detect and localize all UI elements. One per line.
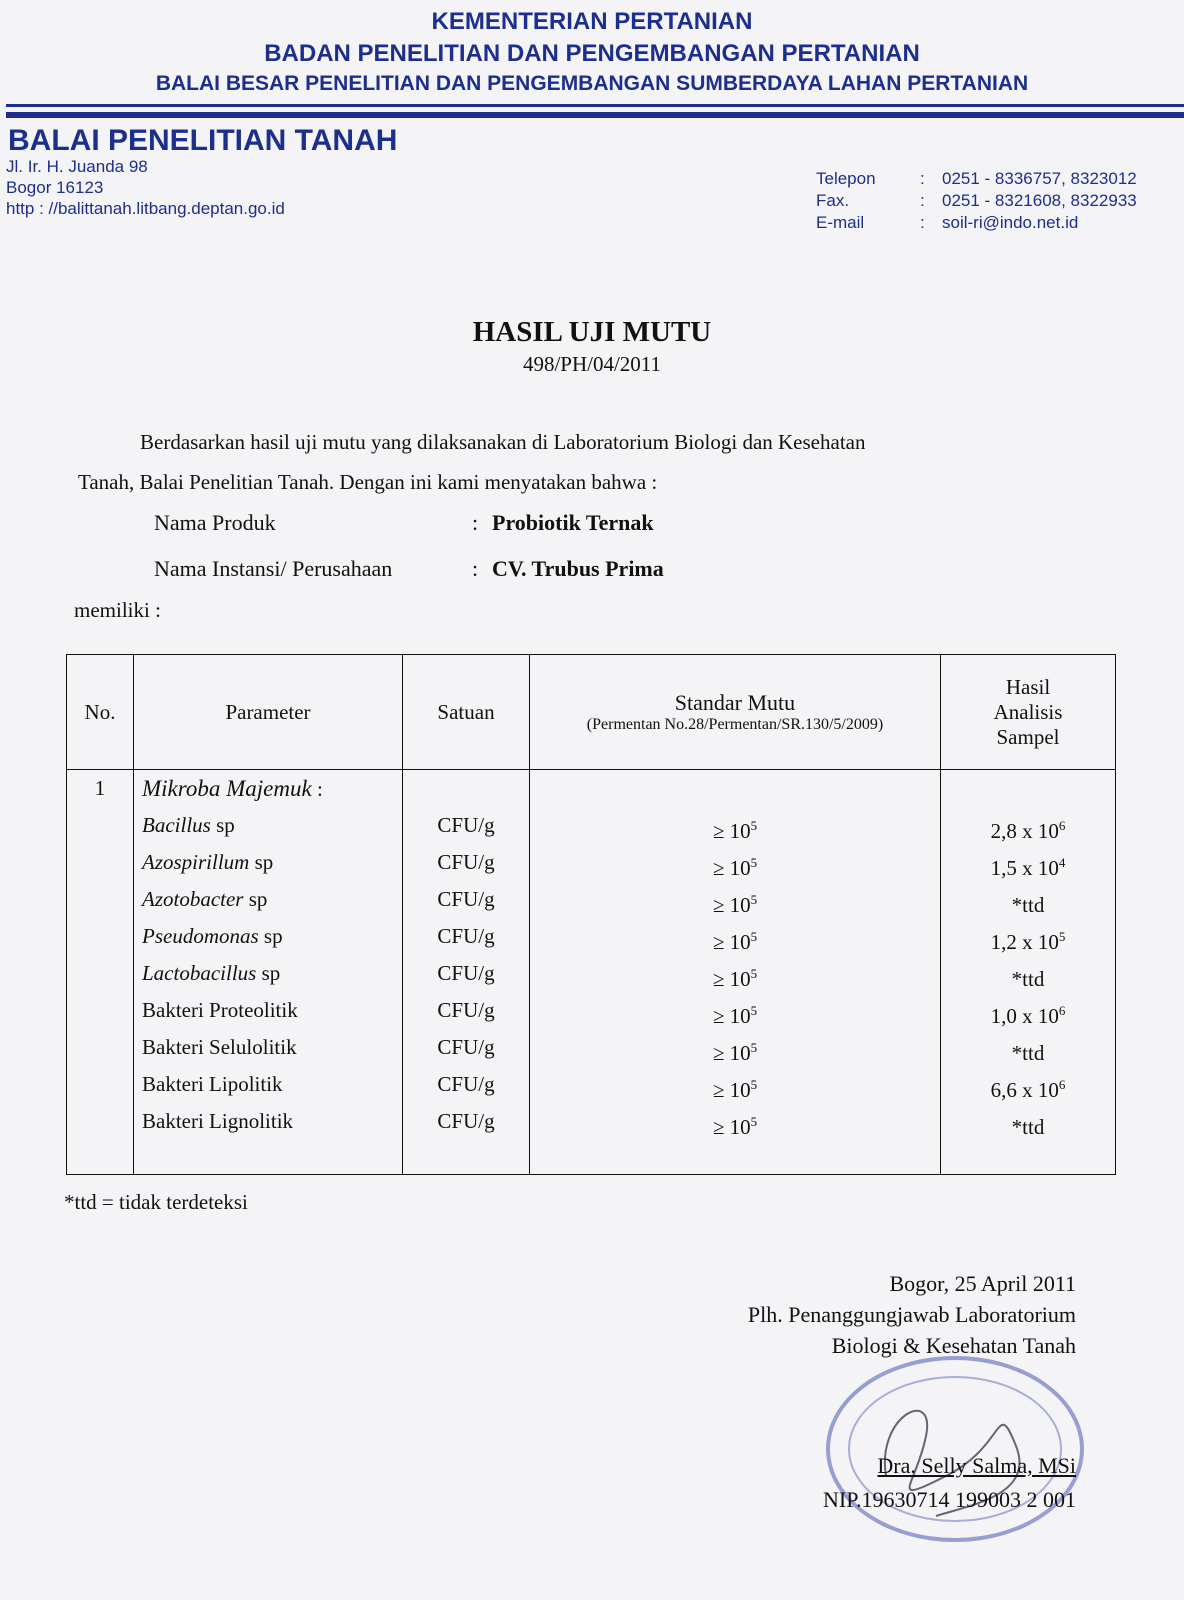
- group-title: [142, 770, 402, 807]
- result-base: *ttd: [1011, 967, 1045, 991]
- standard-value: [530, 1066, 940, 1103]
- table-row: [67, 770, 1116, 1175]
- header-rule-top: [6, 104, 1184, 107]
- standard-base: ≥ 10: [712, 1115, 751, 1139]
- contact-separator: :: [920, 169, 925, 188]
- result-value: [941, 844, 1115, 881]
- contact-label: Fax.: [816, 191, 850, 210]
- signatory-nip: NIP.19630714 199003 2 001: [822, 1487, 1076, 1512]
- signatory-role: Plh. Penanggungjawab Laboratorium: [747, 1302, 1076, 1327]
- result-base: 6,6 x 10: [990, 1078, 1059, 1102]
- unit-value: CFU/g: [437, 1035, 495, 1059]
- field-value: CV. Trubus Prima: [492, 556, 664, 581]
- result-exponent: 6: [1058, 1003, 1066, 1018]
- contact-value[interactable]: soil-ri@indo.net.id: [942, 213, 1079, 232]
- spacer: [530, 770, 940, 807]
- field-separator: :: [472, 510, 479, 535]
- standard-value: [530, 955, 940, 992]
- standard-value: [530, 1103, 940, 1140]
- standard-value: [530, 1029, 940, 1066]
- document-title: HASIL UJI MUTU: [472, 316, 712, 348]
- group-name: Mikroba Majemuk: [142, 776, 312, 801]
- standard-exponent: 5: [750, 855, 758, 870]
- param-item: [142, 1103, 402, 1140]
- header-standard-ref: (Permentan No.28/Permentan/SR.130/5/2009): [586, 716, 884, 733]
- result-value: [941, 1066, 1115, 1103]
- param-item: [142, 992, 402, 1029]
- param-item: [142, 918, 402, 955]
- unit-value: CFU/g: [437, 998, 495, 1022]
- center-name: BALAI BESAR PENELITIAN DAN PENGEMBANGAN SUMBERDAYA LAHAN PERTANIAN: [155, 72, 1029, 95]
- standard-exponent: 5: [750, 929, 758, 944]
- param-name: Azospirillum: [142, 850, 250, 874]
- intro-line-2: Tanah, Balai Penelitian Tanah. Dengan ini kami menyatakan bahwa :: [78, 470, 658, 494]
- header-result: [941, 655, 1116, 770]
- result-exponent: 5: [1058, 929, 1066, 944]
- signatory-name: Dra. Selly Salma, MSi: [877, 1453, 1076, 1478]
- unit-value: CFU/g: [437, 813, 495, 837]
- signature-block: [748, 1268, 1076, 1361]
- standard-base: ≥ 10: [712, 930, 751, 954]
- agency-name: BADAN PENELITIAN DAN PENGEMBANGAN PERTANIAN: [264, 40, 920, 67]
- standard-exponent: 5: [750, 1003, 758, 1018]
- contact-label: E-mail: [816, 213, 865, 232]
- field-company: [154, 556, 664, 582]
- param-item: [142, 1066, 402, 1103]
- result-base: 2,8 x 10: [990, 819, 1059, 843]
- param-name: Bakteri Lipolitik: [142, 1072, 283, 1096]
- website-link[interactable]: http : //balittanah.litbang.deptan.go.id: [6, 199, 285, 218]
- header-standard: [530, 655, 941, 770]
- param-name: Bakteri Selulolitik: [142, 1035, 297, 1059]
- param-name: Bakteri Proteolitik: [142, 998, 298, 1022]
- standard-base: ≥ 10: [712, 856, 751, 880]
- signatory-unit: Biologi & Kesehatan Tanah: [831, 1333, 1076, 1358]
- standard-base: ≥ 10: [712, 1041, 751, 1065]
- standard-exponent: 5: [750, 1114, 758, 1129]
- field-value: Probiotik Ternak: [492, 510, 654, 535]
- header-result-line: Analisis: [993, 699, 1063, 724]
- institution-name: BALAI PENELITIAN TANAH: [8, 124, 398, 157]
- param-name: Bakteri Lignolitik: [142, 1109, 294, 1133]
- contact-phone: [816, 168, 1137, 190]
- result-value: [941, 1103, 1115, 1140]
- results-table: [66, 654, 1116, 1175]
- spacer: [403, 770, 529, 807]
- standard-value: [530, 918, 940, 955]
- footnote: *ttd = tidak terdeteksi: [64, 1190, 248, 1214]
- cell-units: [403, 770, 530, 1175]
- cell-standards: [530, 770, 941, 1175]
- result-base: 1,5 x 10: [990, 856, 1059, 880]
- intro-line-1: Berdasarkan hasil uji mutu yang dilaksanakan di Laboratorium Biologi dan Kesehatan: [140, 430, 866, 454]
- contact-value: 0251 - 8321608, 8322933: [942, 191, 1137, 210]
- param-name: Bacillus: [142, 813, 211, 837]
- standard-base: ≥ 10: [712, 967, 751, 991]
- standard-exponent: 5: [750, 1040, 758, 1055]
- header-result-line: Sampel: [996, 724, 1060, 749]
- cell-parameters: [134, 770, 403, 1175]
- param-name: Lactobacillus: [142, 961, 257, 985]
- param-suffix: sp: [243, 887, 268, 911]
- contact-label: Telepon: [816, 169, 876, 188]
- group-number: 1: [94, 776, 106, 800]
- param-item: [142, 955, 402, 992]
- standard-value: [530, 807, 940, 844]
- contact-fax: [816, 190, 1137, 212]
- standard-exponent: 5: [750, 818, 758, 833]
- header-rule-bottom: [6, 112, 1184, 118]
- param-suffix: sp: [210, 813, 235, 837]
- result-value: [941, 992, 1115, 1029]
- standard-base: ≥ 10: [712, 893, 751, 917]
- contact-value: 0251 - 8336757, 8323012: [942, 169, 1137, 188]
- header-standard-title: Standar Mutu: [674, 690, 796, 715]
- contact-block: [816, 168, 1137, 234]
- address-city: Bogor 16123: [6, 178, 104, 197]
- field-label: Nama Produk: [154, 510, 276, 535]
- standard-exponent: 5: [750, 1077, 758, 1092]
- standard-exponent: 5: [750, 892, 758, 907]
- param-item: [142, 881, 402, 918]
- param-name: Pseudomonas: [142, 924, 259, 948]
- header-result-line: Hasil: [1005, 674, 1051, 699]
- standard-base: ≥ 10: [712, 1078, 751, 1102]
- ministry-name: KEMENTERIAN PERTANIAN: [431, 8, 753, 35]
- header-parameter: Parameter: [134, 655, 403, 770]
- result-value: [941, 881, 1115, 918]
- document-number: 498/PH/04/2011: [522, 352, 662, 376]
- result-value: [941, 955, 1115, 992]
- address-street: Jl. Ir. H. Juanda 98: [6, 157, 148, 176]
- unit-value: CFU/g: [437, 961, 495, 985]
- contact-separator: :: [920, 213, 925, 232]
- unit-value: CFU/g: [437, 1109, 495, 1133]
- cell-no: [67, 770, 134, 1175]
- standard-value: [530, 881, 940, 918]
- standard-value: [530, 844, 940, 881]
- unit-value: CFU/g: [437, 924, 495, 948]
- result-base: 1,2 x 10: [990, 930, 1059, 954]
- contact-email: [816, 212, 1137, 234]
- param-suffix: sp: [258, 924, 283, 948]
- param-item: [142, 844, 402, 881]
- result-exponent: 4: [1058, 855, 1066, 870]
- param-suffix: sp: [256, 961, 281, 985]
- result-value: [941, 807, 1115, 844]
- header-no: No.: [67, 655, 134, 770]
- table-header-row: [67, 655, 1116, 770]
- result-base: *ttd: [1011, 1041, 1045, 1065]
- result-value: [941, 918, 1115, 955]
- result-base: *ttd: [1011, 893, 1045, 917]
- unit-value: CFU/g: [437, 887, 495, 911]
- param-name: Azotobacter: [142, 887, 244, 911]
- param-suffix: sp: [249, 850, 274, 874]
- unit-value: CFU/g: [437, 1072, 495, 1096]
- header-unit: Satuan: [403, 655, 530, 770]
- memiliki-label: memiliki :: [74, 598, 161, 622]
- address-block: [6, 156, 285, 219]
- param-item: [142, 1029, 402, 1066]
- field-separator: :: [472, 556, 479, 581]
- result-exponent: 6: [1058, 1077, 1066, 1092]
- param-item: [142, 807, 402, 844]
- spacer: [941, 770, 1115, 807]
- place-date: Bogor, 25 April 2011: [889, 1271, 1076, 1296]
- contact-separator: :: [920, 191, 925, 210]
- standard-exponent: 5: [750, 966, 758, 981]
- standard-base: ≥ 10: [712, 1004, 751, 1028]
- result-exponent: 6: [1058, 818, 1066, 833]
- standard-value: [530, 992, 940, 1029]
- result-value: [941, 1029, 1115, 1066]
- cell-results: [941, 770, 1116, 1175]
- result-base: *ttd: [1011, 1115, 1045, 1139]
- result-base: 1,0 x 10: [990, 1004, 1059, 1028]
- unit-value: CFU/g: [437, 850, 495, 874]
- group-suffix: :: [311, 777, 323, 801]
- standard-base: ≥ 10: [712, 819, 751, 843]
- field-label: Nama Instansi/ Perusahaan: [154, 556, 393, 581]
- field-product: [154, 510, 654, 536]
